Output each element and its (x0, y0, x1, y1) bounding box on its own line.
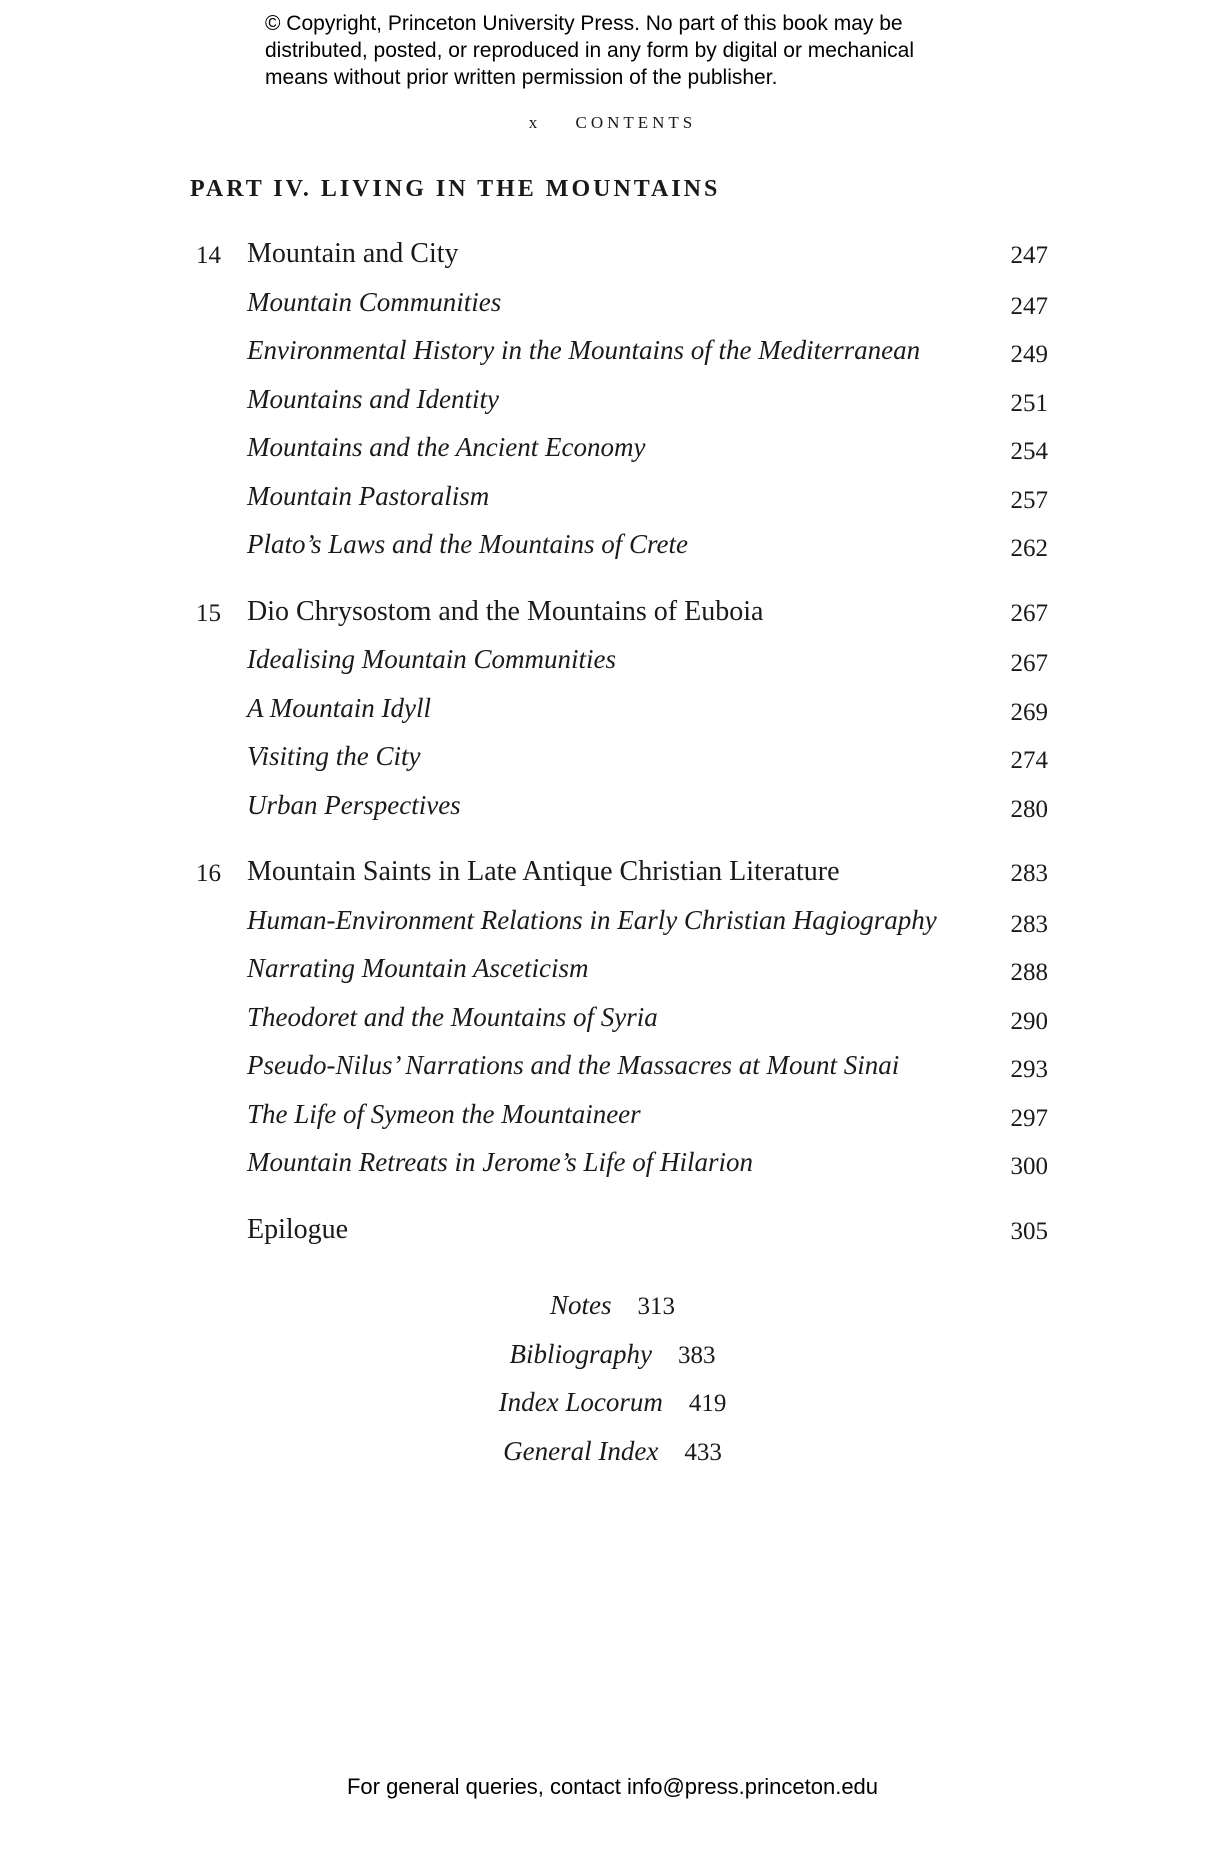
section-title: Visiting the City (247, 741, 421, 771)
toc-section-row[interactable] (0, 1002, 1225, 1051)
end-matter-row[interactable] (0, 1387, 1225, 1436)
copyright-line: © Copyright, Princeton University Press. No part of this book may be (265, 12, 903, 35)
toc-section-row[interactable] (0, 905, 1225, 954)
toc-section-row[interactable] (0, 287, 1225, 336)
chapter-title: Mountain and City (247, 238, 459, 269)
section-title: Environmental History in the Mountains of the Mediterranean (247, 335, 921, 365)
section-page-number: 269 (1010, 698, 1048, 726)
section-title: Mountain Retreats in Jerome’s Life of Hilarion (247, 1147, 753, 1177)
toc-chapter-row[interactable] (0, 238, 1225, 287)
section-page-number: 297 (1010, 1104, 1048, 1132)
toc-section-row[interactable] (0, 432, 1225, 481)
section-title: Mountains and the Ancient Economy (247, 432, 646, 462)
section-page-number: 300 (1010, 1153, 1048, 1180)
toc-section-row[interactable] (0, 1147, 1225, 1196)
end-matter-page-number: 433 (684, 1438, 722, 1466)
end-matter-row[interactable] (0, 1436, 1225, 1485)
section-title: Mountain Pastoralism (247, 480, 490, 511)
section-title: Mountain Communities (247, 286, 502, 317)
section-title: Pseudo-Nilus’ Narrations and the Massacres at Mount Sinai (247, 1050, 900, 1080)
section-title: Human-Environment Relations in Early Christian Hagiography (247, 904, 937, 935)
toc-section-row[interactable] (0, 693, 1225, 742)
end-matter-title: Index Locorum (498, 1387, 663, 1417)
section-page-number: 247 (1010, 292, 1048, 320)
chapter-page-number: 283 (1010, 860, 1048, 887)
section-title: Narrating Mountain Asceticism (247, 953, 589, 983)
chapter-number: 14 (196, 242, 221, 269)
section-page-number: 267 (1010, 650, 1048, 677)
section-title: A Mountain Idyll (247, 692, 431, 723)
toc-section-row[interactable] (0, 1099, 1225, 1148)
copyright-notice (265, 10, 1025, 91)
section-title: Idealising Mountain Communities (247, 644, 616, 674)
chapter-page-number: 267 (1010, 599, 1048, 627)
chapter-title: Dio Chrysostom and the Mountains of Euboia (247, 595, 764, 627)
section-page-number: 288 (1010, 959, 1048, 986)
table-of-contents (0, 238, 1225, 1280)
end-matter-title: Bibliography (509, 1338, 652, 1369)
section-title: Mountains and Identity (247, 383, 499, 414)
toc-section-row[interactable] (0, 741, 1225, 790)
toc-chapter (0, 856, 1225, 1196)
toc-section-row[interactable] (0, 384, 1225, 433)
end-matter-page-number: 383 (678, 1341, 716, 1369)
toc-section-row[interactable] (0, 1050, 1225, 1099)
end-matter-title: Notes (549, 1290, 612, 1320)
toc-chapter (0, 1214, 1225, 1263)
section-page-number: 249 (1010, 341, 1048, 368)
copyright-line: distributed, posted, or reproduced in any form by digital or mechanical (265, 39, 915, 62)
end-matter-title: General Index (503, 1435, 659, 1466)
chapter-page-number: 247 (1010, 242, 1048, 269)
section-page-number: 274 (1010, 747, 1048, 774)
toc-chapter-row[interactable] (0, 1214, 1225, 1263)
section-page-number: 280 (1010, 795, 1048, 823)
part-title: PART IV. LIVING IN THE MOUNTAINS (190, 176, 721, 202)
toc-section-row[interactable] (0, 953, 1225, 1002)
chapter-number: 16 (196, 860, 221, 887)
section-title: Urban Perspectives (247, 789, 461, 820)
page-number: x (528, 113, 542, 132)
section-title: The Life of Symeon the Mountaineer (247, 1098, 641, 1129)
end-matter-row[interactable] (0, 1290, 1225, 1339)
toc-section-row[interactable] (0, 790, 1225, 839)
section-page-number: 257 (1010, 486, 1048, 514)
end-matter-page-number: 313 (637, 1293, 675, 1320)
chapter-title: Mountain Saints in Late Antique Christian Literature (247, 856, 840, 887)
toc-section-row[interactable] (0, 335, 1225, 384)
section-page-number: 251 (1010, 389, 1048, 417)
toc-chapter-row[interactable] (0, 856, 1225, 905)
toc-section-row[interactable] (0, 481, 1225, 530)
section-page-number: 283 (1010, 910, 1048, 938)
running-head (0, 113, 1225, 133)
toc-chapter (0, 238, 1225, 578)
section-page-number: 290 (1010, 1007, 1048, 1035)
running-head-label: CONTENTS (575, 113, 697, 132)
end-matter-row[interactable] (0, 1339, 1225, 1388)
footer-contact: For general queries, contact info@press.princeton.edu (346, 1774, 879, 1799)
section-page-number: 262 (1010, 535, 1048, 562)
toc-chapter (0, 596, 1225, 839)
toc-section-row[interactable] (0, 644, 1225, 693)
chapter-number: 15 (196, 599, 221, 627)
toc-chapter-row[interactable] (0, 596, 1225, 645)
section-page-number: 254 (1010, 438, 1048, 465)
toc-section-row[interactable] (0, 529, 1225, 578)
chapter-title: Epilogue (247, 1213, 349, 1245)
section-title: Plato’s Laws and the Mountains of Crete (247, 529, 689, 559)
section-page-number: 293 (1010, 1056, 1048, 1083)
copyright-line: means without prior written permission of the publisher. (265, 66, 778, 89)
end-matter-list (0, 1290, 1225, 1484)
chapter-page-number: 305 (1010, 1217, 1048, 1245)
end-matter-page-number: 419 (688, 1390, 727, 1417)
section-title: Theodoret and the Mountains of Syria (247, 1001, 658, 1032)
